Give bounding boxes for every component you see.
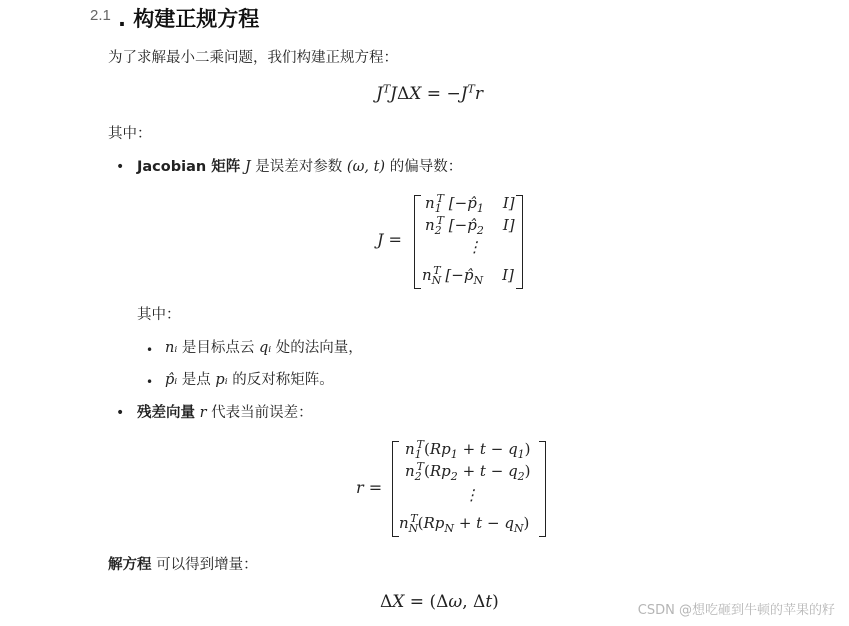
jacobian-row-vdots: ⋮ [467,238,482,256]
bullet-dot: • [116,159,125,175]
normal-equation: $J^TJ\Delta X = -J^Tr$ [376,82,484,104]
jacobian-matrix-lhs: J = [377,230,402,249]
target-point-var: qᵢ [258,340,272,356]
residual-row-1: $n_1^T(Rp_1 + t - q_1)$ [405,438,531,461]
intro-text: 为了求解最小二乘问题，我们构建正规方程： [108,50,398,66]
solve-text [108,555,258,575]
jacobian-bullet [137,157,462,177]
where-label-1: 其中： [108,126,152,142]
section-title: . 构建正规方程 [118,7,260,31]
jacobian-var: J [244,159,251,175]
watermark: CSDN @想吃砸到牛顿的苹果的籽 [637,603,835,618]
residual-vector-lhs: r = [356,478,383,497]
residual-bullet [137,403,313,423]
jacobian-row-n: $n_N^T$ [$-p̂_N$ I] [422,264,514,287]
jacobian-bold: Jacobian 矩阵 [137,159,241,175]
point-var: pᵢ [215,372,228,388]
sub-bullet-1-text-1: 是目标点云 [177,340,259,356]
jacobian-row-1: $n_1^T$ [$-p̂_1$ I] [425,192,515,215]
residual-right-bracket [539,441,546,537]
sub-bullet-1-text-2: 处的法向量， [271,340,363,356]
increment-equation: ΔX = (Δω, Δt) [380,592,499,612]
bullet-dot-2: • [116,405,125,421]
sub-bullet-dot-1: • [146,343,154,357]
residual-bold: 残差向量 [137,405,195,421]
solve-bold: 解方程 [108,557,152,573]
residual-row-2: $n_2^T(Rp_2 + t - q_2)$ [405,460,531,483]
sub-bullet-dot-2: • [146,375,154,389]
jacobian-left-bracket [414,195,421,289]
jacobian-params: (ω, t) [346,159,386,175]
jacobian-right-bracket [516,195,523,289]
normal-var: nᵢ [165,340,178,356]
jacobian-text-1: 是误差对参数 [250,159,347,175]
sub-bullet-1 [165,338,363,358]
solve-rest: 可以得到增量： [151,557,258,573]
section-number: 2.1 [90,7,111,24]
sub-bullet-2-text-1: 是点 [177,372,216,388]
residual-row-vdots: ⋮ [464,486,479,504]
jacobian-text-2: 的偏导数： [385,159,463,175]
residual-row-n: $n_N^T(Rp_N + t - q_N)$ [399,512,530,535]
residual-left-bracket [392,441,399,537]
skew-matrix-var: p̂ᵢ [165,372,178,388]
jacobian-row-2: $n_2^T$ [$-p̂_2$ I] [425,214,515,237]
sub-bullet-2-text-2: 的反对称矩阵。 [227,372,334,388]
residual-text: 代表当前误差： [206,405,313,421]
residual-var: r [199,405,207,421]
where-label-2: 其中： [137,307,181,323]
sub-bullet-2 [165,370,334,390]
